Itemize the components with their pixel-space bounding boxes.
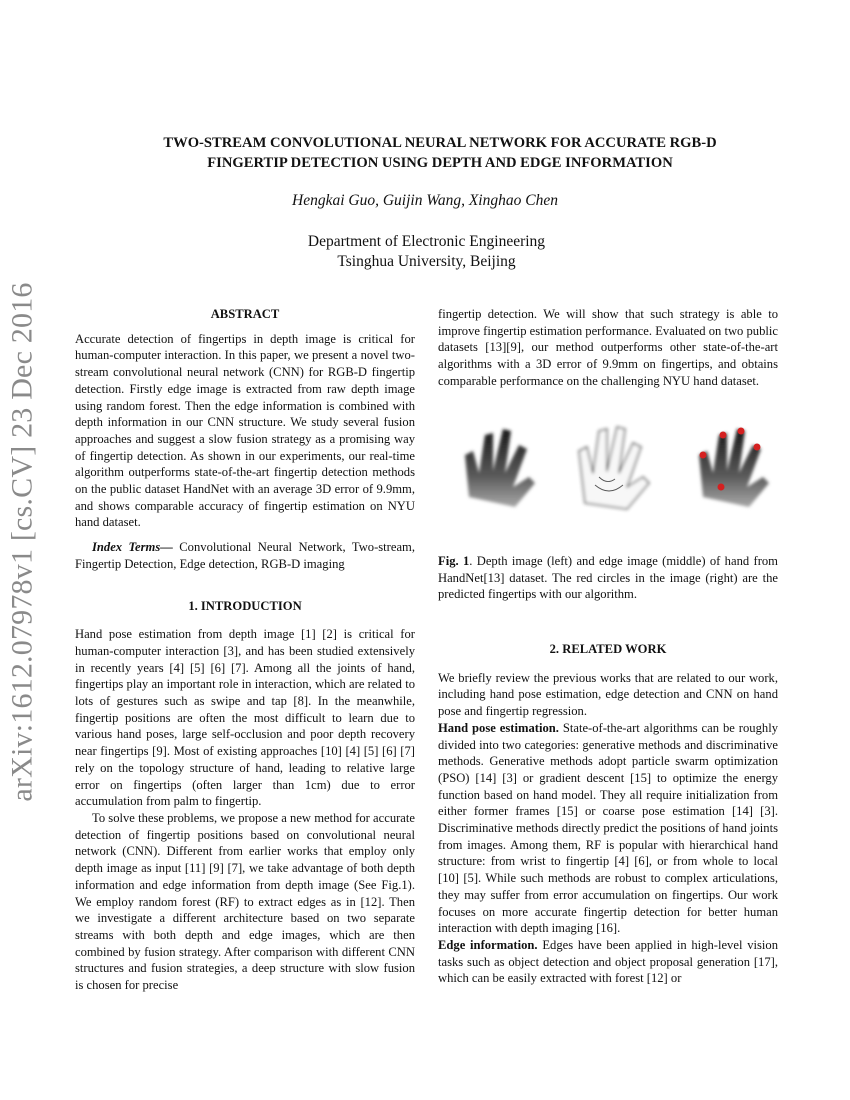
related-work-heading: 2. RELATED WORK <box>549 642 667 656</box>
edge-information-paragraph <box>438 937 778 987</box>
authors: Hengkai Guo, Guijin Wang, Xinghao Chen <box>292 192 558 209</box>
hand-pose-heading: Hand pose estimation. <box>438 720 559 735</box>
hand-pose-paragraph <box>438 720 778 937</box>
intro-paragraph-1: Hand pose estimation from depth image [1] [2] is critical for human-computer interaction [3], and has been studied extensively in recently years [4] [5] [6] [7]. Among all the joints of hand, fingertips play an important role in interaction, which are related to lots of gestures such as swipe and tap [8]. In the meanwhile, fingertip positions are often the most difficult to learn due to various hand poses, large self-occlusion and poor depth recovery near fingertips [9]. Most of existing approaches [10] [4] [5] [6] [7] rely on the topology structure of hand, leading to relative large error on fingertips (often larger than 1cm) due to error accumulation from palm to fingertip. <box>75 627 415 809</box>
related-work-paragraph-1: We briefly review the previous works that are related to our work, including hand pose estimation, edge detection and CNN on hand pose and fingertip regression. <box>438 670 778 719</box>
title-line-2: FINGERTIP DETECTION USING DEPTH AND EDGE INFORMATION <box>207 155 673 171</box>
title-line-1: TWO-STREAM CONVOLUTIONAL NEURAL NETWORK FOR ACCURATE RGB-D <box>163 135 717 151</box>
intro-heading: 1. INTRODUCTION <box>188 598 302 613</box>
fingertip-marker <box>718 484 725 491</box>
intro-continued: fingertip detection. We will show that such strategy is able to improve fingertip estimation performance. Evaluated on two public datasets [13][9], our method outperforms other state-of-the-art algorithms with a 3D error of 9.9mm on fingertips, and obtains comparable performance on the challenging NYU hand dataset. <box>438 307 778 388</box>
intro-paragraph-2: To solve these problems, we propose a new method for accurate detection of fingertip positions based on convolutional neural network (CNN). Different from earlier works that employ only depth image as input [11] [9] [7], we take advantage of both depth information and edge information from depth image (See Fig.1). We employ random forest (RF) to extract edges as in [12]. Then we investigate a different architecture based on two separate streams with both depth and edge images, which are then combined by fusion strategy. After comparison with different CNN structures and fusion strategies, a deep structure with slow fusion is chosen for precise <box>75 810 415 993</box>
index-terms-label: Index Terms— <box>92 540 173 555</box>
paper-title <box>90 133 790 173</box>
fingertip-marker <box>738 428 745 435</box>
fingertip-marker <box>754 444 761 451</box>
index-terms <box>75 539 415 572</box>
edge-information-heading: Edge information. <box>438 937 538 952</box>
arxiv-stamp <box>6 262 40 822</box>
edge-information-text: Edges have been applied in high-level vision tasks such as object detection and object proposal generation [17], which can be easily extracted with forest [12] or <box>438 937 778 986</box>
affiliation-line-1: Department of Electronic Engineering <box>307 233 546 250</box>
figure-1-caption-text: . Depth image (left) and edge image (middle) of hand from HandNet[13] dataset. The red circles in the image (right) are the predicted fingertips with our algorithm. <box>438 554 778 602</box>
figure-1-hand-images <box>455 415 785 515</box>
fingertip-marker <box>720 432 727 439</box>
depth-hand-image <box>465 429 535 507</box>
right-column <box>438 306 778 390</box>
abstract-text: Accurate detection of fingertips in depth image is critical for human-computer interaction. In this paper, we present a novel two-stream convolutional neural network (CNN) for RGB-D fingertip detection. Firstly edge image is extracted from raw depth image using random forest. Then the edge information is combined with depth information in our CNN structure. We study several fusion approaches and suggest a slow fusion strategy as a promising way of fingertip detection. As shown in our experiments, our real-time algorithm outperforms state-of-the-art fingertip detection methods on the public dataset HandNet with an average 3D error of 9.9mm, and shows comparable accuracy of fingertip estimation on NYU hand dataset. <box>75 331 415 530</box>
figure-1-label: Fig. 1 <box>438 554 470 568</box>
affiliation <box>90 232 763 272</box>
fingertip-marker <box>700 452 707 459</box>
predicted-fingertips-image <box>699 429 769 507</box>
arxiv-stamp-text: arXiv:1612.07978v1 [cs.CV] 23 Dec 2016 <box>6 282 39 802</box>
abstract-heading: ABSTRACT <box>210 307 280 321</box>
figure-1-caption <box>438 553 778 603</box>
edge-hand-image <box>579 427 649 509</box>
affiliation-line-2: Tsinghua University, Beijing <box>337 253 516 270</box>
index-terms-text: Convolutional Neural Network, Two-stream, Fingertip Detection, Edge detection, RGB-D imaging <box>75 540 415 571</box>
related-work-section <box>438 641 778 987</box>
left-column <box>75 306 415 994</box>
hand-pose-text: State-of-the-art algorithms can be roughly divided into two categories: generative methods and discriminative methods. Generative methods adopt particle swarm optimization (PSO) [14] [3] or gradient descent [15] to optimize the energy function based on hand model. They all require initialization from either former frames [15] or coarse pose estimation [14] [3]. Discriminative methods directly predict the positions of hand joints from images. Among them, RF is popular with hierarchical hand structure: from wrist to fingertip [4] [6], or from whole to local [10] [5]. While such methods are robust to complex articulations, they may suffer from error accumulation on fingertips. Our work focuses on more accurate fingertip detection for better human interaction with depth imaging [16]. <box>438 720 778 936</box>
